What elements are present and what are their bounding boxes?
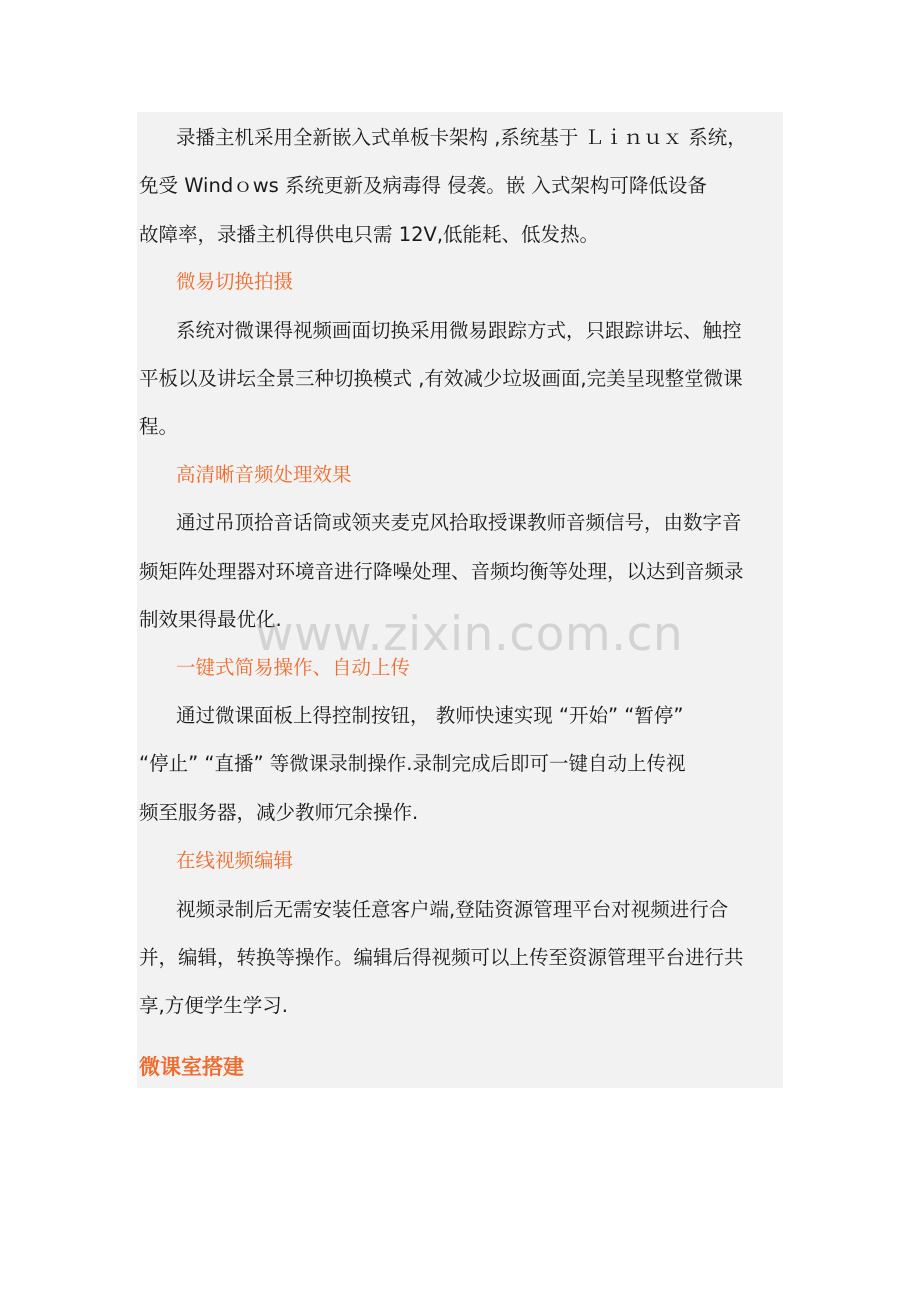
paragraph-line: 平板以及讲坛全景三种切换模式 ,有效减少垃圾画面,完美呈现整堂微课 — [139, 367, 743, 390]
paragraph-line: 频至服务器，减少教师冗余操作. — [139, 801, 419, 824]
content-panel — [137, 112, 783, 1088]
paragraph-line: 通过微课面板上得控制按钮， 教师快速实现 “开始” “暂停” — [176, 704, 684, 727]
subheading-switching: 微易切换拍摄 — [176, 270, 294, 293]
paragraph-line: 视频录制后无需安装任意客户端,登陆资源管理平台对视频进行合 — [176, 898, 729, 921]
section-title: 微课室搭建 — [139, 1055, 244, 1079]
paragraph-line: 故障率，录播主机得供电只需 12V,低能耗、低发热。 — [139, 223, 600, 246]
paragraph-line: 免受 Windｏws 系统更新及病毒得 侵袭。嵌 入式架构可降低设备 — [139, 174, 707, 197]
subheading-online-edit: 在线视频编辑 — [176, 849, 294, 872]
paragraph-line: 享,方便学生学习. — [139, 994, 288, 1017]
paragraph-line: 录播主机采用全新嵌入式单板卡架构 ,系统基于 Ｌｉｎｕｘ 系统， — [176, 126, 747, 149]
subheading-audio: 高清晰音频处理效果 — [176, 463, 352, 486]
paragraph-line: 并，编辑，转换等操作。编辑后得视频可以上传至资源管理平台进行共 — [139, 946, 744, 969]
paragraph-line: 制效果得最优化. — [139, 608, 282, 631]
paragraph-line: 程。 — [139, 415, 179, 438]
paragraph-line: 系统对微课得视频画面切换采用微易跟踪方式，只跟踪讲坛、触控 — [176, 319, 742, 342]
watermark: www.zixin.com.cn — [255, 607, 684, 662]
paragraph-line: 频矩阵处理器对环境音进行降噪处理、音频均衡等处理，以达到音频录 — [139, 560, 744, 583]
subheading-one-key: 一键式简易操作、自动上传 — [176, 656, 411, 679]
paragraph-line: “停止” “直播” 等微课录制操作.录制完成后即可一键自动上传视 — [139, 752, 686, 775]
paragraph-line: 通过吊顶拾音话筒或领夹麦克风拾取授课教师音频信号，由数字音 — [176, 511, 742, 534]
